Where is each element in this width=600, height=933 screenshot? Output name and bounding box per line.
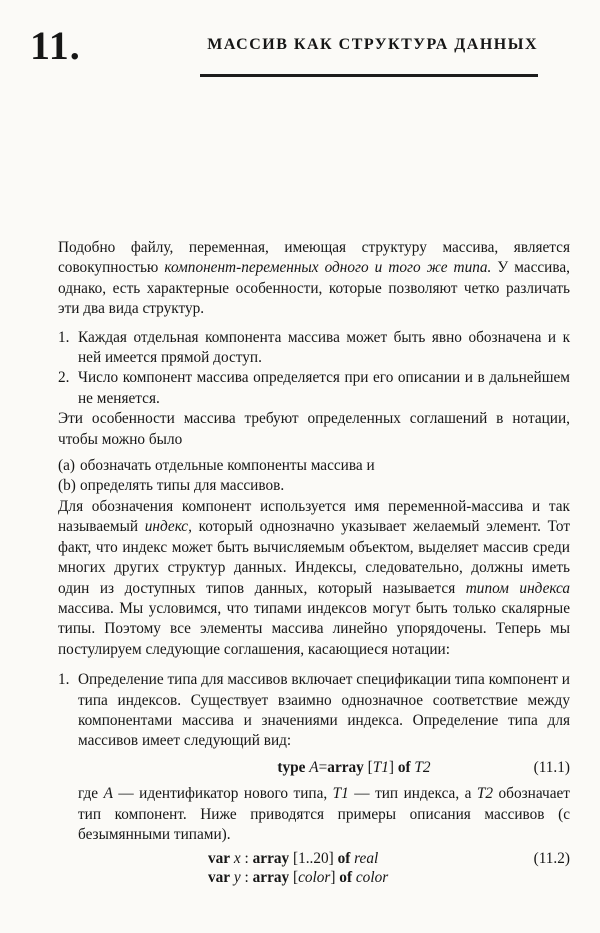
expl-a: где	[78, 785, 104, 803]
keyword-var: var	[208, 850, 231, 868]
keyword-of: of	[337, 850, 351, 868]
formula-rb: ]	[388, 758, 398, 776]
list-text: обозначать отдельные компоненты массива и	[80, 457, 375, 475]
list-item	[58, 670, 570, 887]
keyword-of: of	[397, 758, 411, 776]
formula-T1: T1	[372, 758, 389, 776]
formula-eq: =	[318, 758, 328, 776]
header-rule	[200, 74, 538, 77]
page-body	[58, 238, 570, 887]
list-text: Число компонент массива определяется при его описании и в дальнейшем не меняется.	[78, 369, 570, 407]
index-emphasis-1: индекс,	[144, 518, 192, 536]
expl-T2: T2	[476, 785, 494, 803]
expl-T1: T1	[332, 785, 349, 803]
keyword-of: of	[339, 869, 353, 887]
features-list	[58, 328, 570, 410]
component-type: real	[354, 850, 379, 868]
rule-body	[78, 670, 570, 887]
index-range: [1..20]	[289, 850, 338, 868]
index-type: color	[298, 869, 331, 887]
expl-d: обозначает тип компонент. Ниже приводятся примеры описания массивов (с безымянными типами).	[78, 785, 570, 843]
list-number: 1.	[58, 328, 70, 346]
intro-paragraph	[58, 238, 570, 320]
list-text: определять типы для массивов.	[80, 477, 285, 495]
colon: :	[240, 869, 253, 887]
requirements-paragraph: Эти особенности массива требуют определенных соглашений в нотации, чтобы можно было	[58, 410, 570, 448]
bracket-open: [	[289, 869, 299, 887]
rule-text: Определение типа для массивов включает спецификации типа компонент и типа индексов. Существует взаимно однозначное соответствие между компонентами массива и значениями индекса. Определение типа для массивов имеет следующий вид:	[78, 671, 570, 750]
keyword-array: array	[327, 758, 364, 776]
formula-A: A	[309, 758, 319, 776]
index-paragraph	[58, 497, 570, 660]
list-item	[58, 476, 570, 496]
requirements-list	[58, 456, 570, 497]
rules-list	[58, 670, 570, 887]
equation-number: (11.1)	[533, 758, 570, 776]
example-declarations	[208, 849, 570, 887]
intro-text-a: Подобно файлу, переменная, имеющая структуру массива, является совокупностью	[58, 239, 570, 277]
index-text-b: который однозначно указывает желаемый элемент. Тот факт, что индекс может быть вычисляемым объектом, выделяет массив среди многих других структур данных. Индексы, следовательно, должны иметь один из доступных типов данных, который называется	[58, 518, 570, 597]
declaration-x	[208, 849, 570, 868]
formula-T2: T2	[414, 758, 431, 776]
expl-c: — тип индекса, а	[348, 785, 477, 803]
list-item	[58, 328, 570, 369]
intro-text-b: У массива, однако, есть характерные особенности, которые позволяют четко различать эти два вида структур.	[58, 259, 570, 318]
list-item	[58, 368, 570, 409]
list-number: 2.	[58, 369, 70, 387]
colon: :	[240, 850, 253, 868]
expl-A: A	[103, 785, 113, 803]
formula-explanation	[78, 784, 570, 845]
index-text-a: Для обозначения компонент используется имя переменной-массива и так называемый	[58, 497, 570, 536]
intro-emphasis: компонент-переменных одного и того же типа.	[164, 259, 492, 277]
chapter-title: МАССИВ КАК СТРУКТУРА ДАННЫХ	[207, 36, 538, 53]
keyword-type: type	[277, 758, 306, 776]
declaration-y	[208, 868, 570, 887]
list-text: Каждая отдельная компонента массива может быть явно обозначена и к ней имеется прямой доступ.	[78, 328, 570, 367]
list-label: (a)	[58, 457, 75, 475]
keyword-var: var	[208, 869, 231, 887]
list-item	[58, 456, 570, 476]
formula-lb: [	[363, 758, 373, 776]
bracket-close: ]	[330, 869, 340, 887]
keyword-array: array	[252, 850, 290, 868]
var-name: y	[233, 869, 241, 887]
equation-number: (11.2)	[533, 850, 570, 868]
list-number: 1.	[58, 671, 70, 689]
chapter-number: 11.	[30, 23, 81, 68]
index-text-c: массива. Мы условимся, что типами индексов могут быть только скалярные типы. Поэтому все элементы массива линейно упорядочены. Теперь мы постулируем следующие соглашения, касающиеся нотации:	[58, 599, 570, 658]
var-name: x	[233, 850, 241, 868]
expl-b: — идентификатор нового типа,	[112, 785, 333, 803]
keyword-array: array	[252, 869, 290, 887]
component-type: color	[355, 869, 389, 887]
index-emphasis-2: типом индекса	[465, 579, 570, 597]
list-label: (b)	[58, 477, 76, 495]
formula-11-1	[78, 758, 570, 778]
